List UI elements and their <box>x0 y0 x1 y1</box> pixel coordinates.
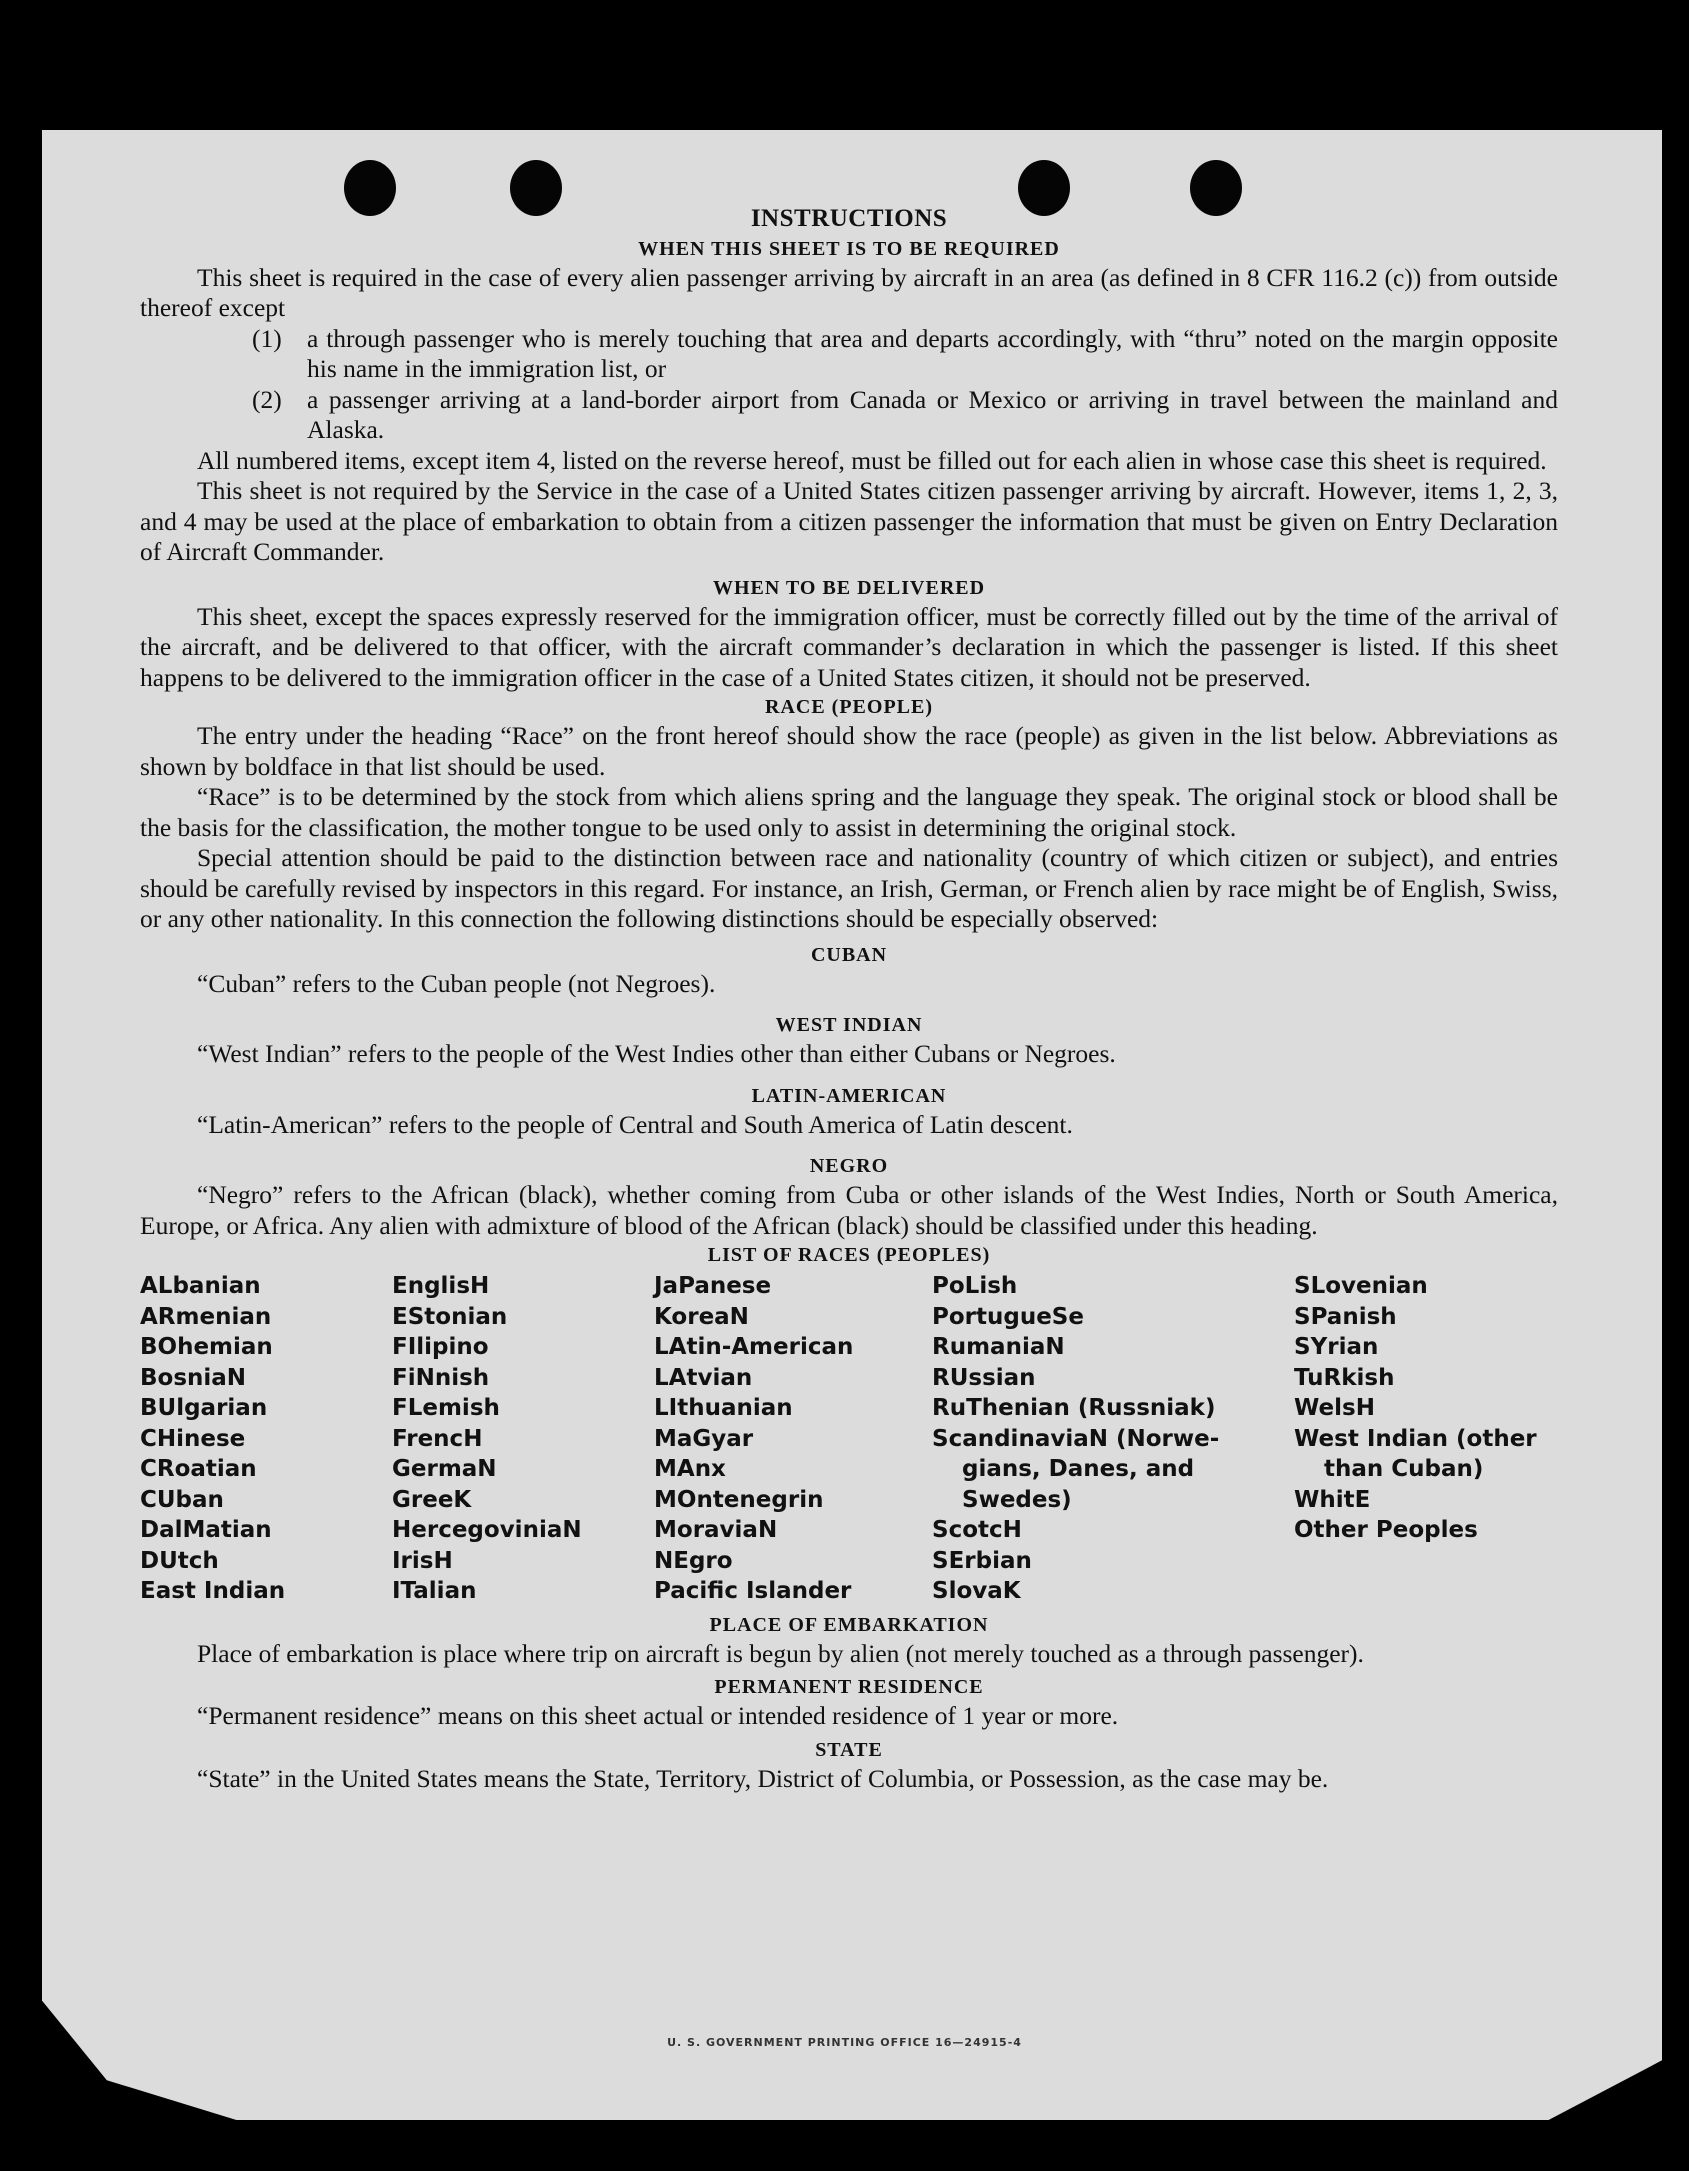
race-paragraph: The entry under the heading “Race” on the front hereof should show the race (people) as given in the list below. Abbreviations as shown by boldface in that list should be used. <box>140 721 1558 781</box>
race-entry: SYrian <box>1294 1334 1379 1360</box>
races-column <box>654 1271 932 1607</box>
race-entry: MaGyar <box>654 1425 754 1452</box>
exception-item <box>252 324 1558 385</box>
race-entry: SErbian <box>932 1547 1032 1574</box>
cuban-paragraph: “Cuban” refers to the Cuban people (not Negroes). <box>197 968 716 998</box>
race-paragraph: “Race” is to be determined by the stock from which aliens spring and the language they speak. The original stock or blood shall be the basis for the classification, the mother tongue to be used only to assist in determining the original stock. <box>140 782 1558 842</box>
page-title: INSTRUCTIONS <box>750 205 948 232</box>
race-entry: than Cuban) <box>1324 1456 1484 1482</box>
race-entry: KoreaN <box>654 1303 749 1330</box>
race-entry: FIlipino <box>392 1334 489 1360</box>
race-entry: MoraviaN <box>654 1517 778 1543</box>
race-entry: West Indian (other <box>1294 1425 1537 1452</box>
printer-imprint: U. S. GOVERNMENT PRINTING OFFICE 16—24915-4 <box>667 2036 1022 2049</box>
race-entry: MAnx <box>654 1456 726 1482</box>
race-entry: ARmenian <box>140 1303 272 1330</box>
race-entry: gians, Danes, and <box>962 1456 1195 1482</box>
races-column <box>140 1271 392 1607</box>
required-intro: This sheet is required in the case of every alien passenger arriving by aircraft in an area (as defined in 8 CFR 116.2 (c)) from outside thereof except <box>140 262 1558 322</box>
race-entry: Other Peoples <box>1294 1517 1478 1543</box>
heading-required: WHEN THIS SHEET IS TO BE REQUIRED <box>638 237 1060 260</box>
race-entry: DalMatian <box>140 1517 272 1543</box>
race-entry: Pacific Islander <box>654 1578 852 1604</box>
races-list <box>140 1271 1558 1607</box>
race-entry: GermaN <box>392 1456 497 1482</box>
race-entry: IrisH <box>392 1547 453 1574</box>
race-entry: BUlgarian <box>140 1395 268 1421</box>
race-entry: ScotcH <box>932 1517 1022 1543</box>
west-indian-paragraph: “West Indian” refers to the people of the West Indies other than either Cubans or Negroes. <box>197 1039 1116 1068</box>
race-entry: ScandinaviaN (Norwe- <box>932 1425 1220 1452</box>
race-entry: FiNnish <box>392 1364 490 1391</box>
race-entry: NEgro <box>654 1547 733 1574</box>
residence-paragraph: “Permanent residence” means on this sheet actual or intended residence of 1 year or more. <box>197 1701 1119 1730</box>
race-entry: FLemish <box>392 1395 500 1421</box>
latin-american-paragraph: “Latin-American” refers to the people of Central and South America of Latin descent. <box>197 1109 1073 1139</box>
required-paragraph: All numbered items, except item 4, listed on the reverse hereof, must be filled out for each alien in whose case this sheet is required. <box>197 445 1547 475</box>
race-entry: ALbanian <box>140 1273 261 1299</box>
heading-delivered: WHEN TO BE DELIVERED <box>712 576 986 599</box>
heading-embarkation: PLACE OF EMBARKATION <box>709 1613 989 1636</box>
race-entry: ITalian <box>392 1578 477 1604</box>
heading-negro: NEGRO <box>809 1155 889 1177</box>
race-entry: CUban <box>140 1486 224 1513</box>
heading-latin-american: LATIN-AMERICAN <box>751 1084 947 1107</box>
race-entry: Swedes) <box>962 1486 1072 1513</box>
race-entry: EnglisH <box>392 1273 490 1299</box>
race-paragraph: Special attention should be paid to the distinction between race and nationality (country of which citizen or subject), and entries should be carefully revised by inspectors in this regard. For instance, an Irish, German, or French alien by race might be of English, Swiss, or any other nationality. In this connection the following distinctions should be especially observed: <box>140 843 1558 933</box>
race-entry: RUssian <box>932 1364 1036 1391</box>
race-entry: PortugueSe <box>932 1303 1084 1330</box>
race-entry: SPanish <box>1294 1303 1397 1330</box>
required-paragraph: This sheet is not required by the Service in the case of a United States citizen passenger arriving by aircraft. However, items 1, 2, 3, and 4 may be used at the place of embarkation to obtain from a citizen passenger the information that must be given on Entry Declaration of Aircraft Commander. <box>140 476 1558 566</box>
heading-race: RACE (PEOPLE) <box>765 696 933 718</box>
race-entry: TuRkish <box>1294 1364 1395 1391</box>
races-column <box>932 1271 1294 1607</box>
race-entry: JaPanese <box>654 1273 772 1299</box>
item-number: (2) <box>252 384 282 414</box>
race-entry: RumaniaN <box>932 1334 1065 1360</box>
race-entry: MOntenegrin <box>654 1486 824 1513</box>
race-entry: DUtch <box>140 1547 219 1574</box>
race-entry: WelsH <box>1294 1395 1375 1421</box>
race-entry: BOhemian <box>140 1334 273 1360</box>
race-entry: SlovaK <box>932 1578 1021 1604</box>
race-entry: GreeK <box>392 1486 472 1513</box>
race-entry: PoLish <box>932 1273 1018 1299</box>
race-entry: LIthuanian <box>654 1395 793 1421</box>
item-text: a through passenger who is merely touching that area and departs accordingly, with “thru” noted on the margin opposite his name in the immigration list, or <box>307 323 1558 383</box>
instructions-content <box>140 200 1558 1794</box>
race-entry: CRoatian <box>140 1456 257 1482</box>
race-entry: BosniaN <box>140 1364 247 1391</box>
race-entry: SLovenian <box>1294 1273 1428 1299</box>
exception-item <box>252 385 1558 446</box>
races-column <box>1294 1271 1554 1607</box>
race-entry: East Indian <box>140 1578 286 1604</box>
race-entry: LAtvian <box>654 1364 753 1391</box>
race-entry: HercegovinіaN <box>392 1517 582 1543</box>
race-entry: WhitE <box>1294 1486 1371 1513</box>
race-entry: RuThenian (Russniak) <box>932 1395 1216 1421</box>
race-entry: EStonian <box>392 1303 508 1330</box>
embarkation-paragraph: Place of embarkation is place where trip on aircraft is begun by alien (not merely touched as a through passenger). <box>197 1638 1364 1668</box>
heading-state: STATE <box>815 1738 883 1761</box>
race-entry: FrencH <box>392 1425 483 1452</box>
heading-list-of-races: LIST OF RACES (PEOPLES) <box>707 1244 991 1266</box>
item-number: (1) <box>252 323 282 353</box>
state-paragraph: “State” in the United States means the State, Territory, District of Columbia, or Possession, as the case may be. <box>197 1763 1329 1793</box>
heading-west-indian: WEST INDIAN <box>775 1014 923 1036</box>
race-entry: CHinese <box>140 1425 246 1452</box>
heading-residence: PERMANENT RESIDENCE <box>714 1676 984 1698</box>
delivered-paragraph: This sheet, except the spaces expressly reserved for the immigration officer, must be correctly filled out by the time of the arrival of the aircraft, and be delivered to that officer, with the aircraft commander’s declaration in which the passenger is listed. If this sheet happens to be delivered to the immigration officer in the case of a United States citizen, it should not be preserved. <box>140 601 1558 692</box>
race-entry: LAtin-American <box>654 1334 854 1360</box>
races-column <box>392 1271 654 1607</box>
heading-cuban: CUBAN <box>810 943 888 966</box>
item-text: a passenger arriving at a land-border airport from Canada or Mexico or arriving in travel between the mainland and Alaska. <box>307 384 1558 444</box>
negro-paragraph: “Negro” refers to the African (black), whether coming from Cuba or other islands of the West Indies, North or South America, Europe, or Africa. Any alien with admixture of blood of the African (black) should be classified under this heading. <box>140 1180 1558 1240</box>
